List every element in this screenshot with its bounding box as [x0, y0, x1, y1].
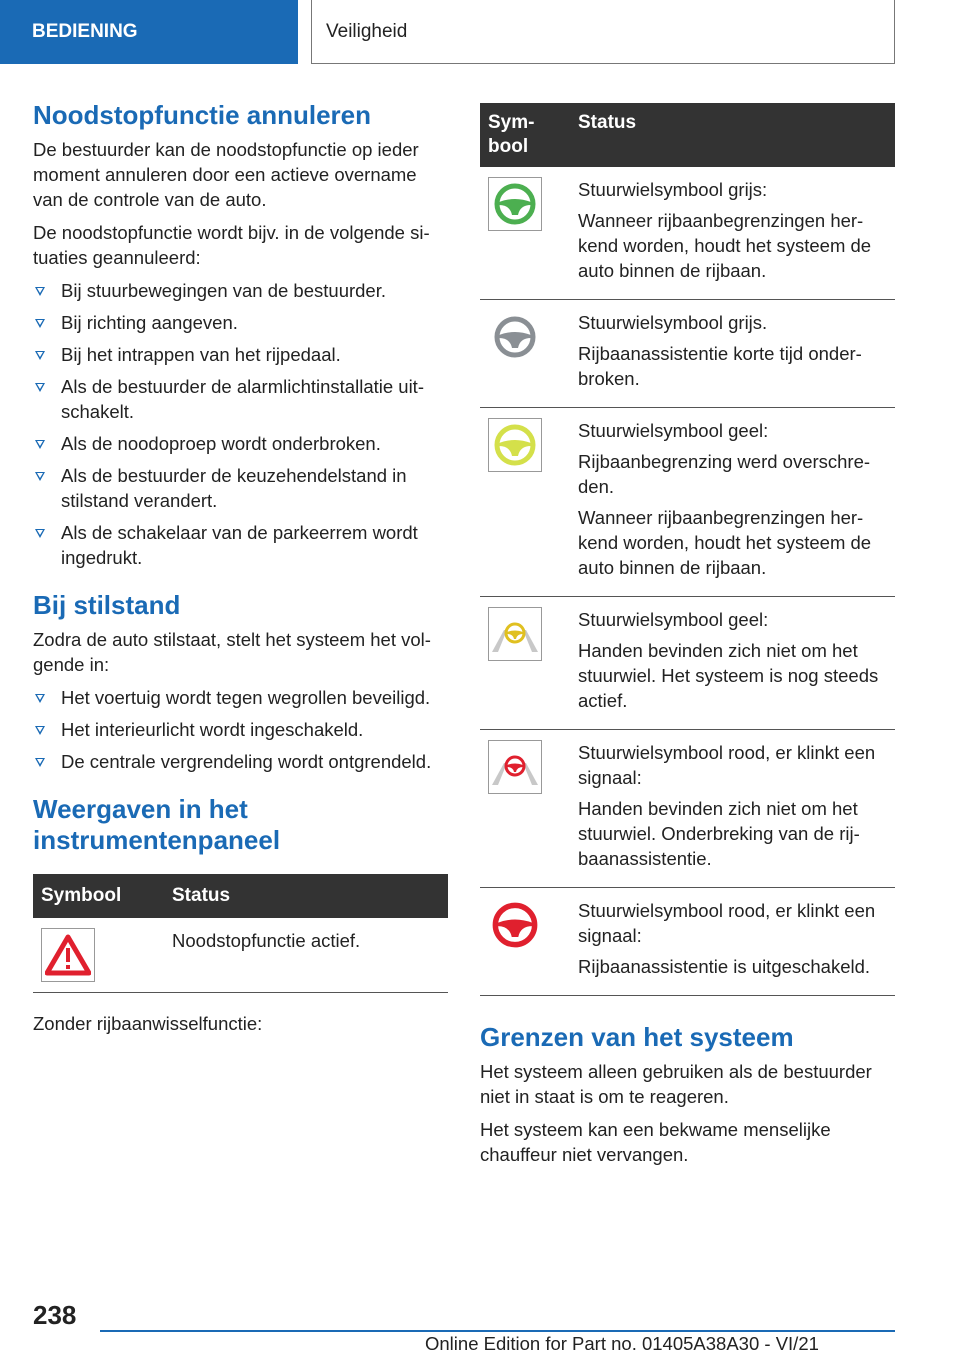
status-text: Rijbaanbegrenzing werd overschre- den. [578, 451, 871, 497]
steering-wheel-grey-icon [488, 310, 542, 364]
symbol-table-noodstop [33, 874, 448, 993]
status-text: Noodstopfunctie actief. [172, 930, 361, 951]
bullet-triangle-icon [35, 529, 45, 538]
list-item: Het voertuig wordt tegen wegrollen beveiligd. [33, 685, 448, 710]
table-row [480, 597, 895, 730]
list-item: Als de bestuurder de keuzehendelstand in stilstand verandert. [33, 463, 448, 513]
right-column [480, 103, 895, 1175]
status-text: Stuurwielsymbool rood, er klinkt een signaal: [578, 900, 876, 946]
table-row [480, 730, 895, 888]
list-item: Het interieurlicht wordt ingeschakeld. [33, 717, 448, 742]
warning-triangle-icon [41, 928, 95, 982]
paragraph: Zodra de auto stilstaat, stelt het systeem het vol- gende in: [33, 629, 431, 675]
bullet-triangle-icon [35, 726, 45, 735]
status-text: Handen bevinden zich niet om het stuurwiel. Onderbreking van de rij- baanassistentie. [578, 798, 860, 869]
paragraph: Zonder rijbaanwisselfunctie: [33, 1013, 263, 1034]
status-text: Wanneer rijbaanbegrenzingen her- kend worden, houdt het systeem de auto binnen de rijbaan. [578, 210, 872, 281]
list-item: De centrale vergrendeling wordt ontgrendeld. [33, 749, 448, 774]
column-header-status: Status [164, 874, 448, 918]
bullet-triangle-icon [35, 758, 45, 767]
heading-stilstand: Bij stilstand [33, 590, 181, 620]
table-row [480, 167, 895, 300]
edition-text: Online Edition for Part no. 01405A38A30 - VI/21 [425, 1333, 819, 1354]
status-text: Stuurwielsymbool grijs: [578, 179, 768, 200]
heading-weergaven: Weergaven in het instrumentenpaneel [33, 794, 281, 855]
heading-noodstop: Noodstopfunctie annuleren [33, 100, 371, 130]
bullet-list-annuleren [33, 278, 448, 570]
list-item: Bij stuurbewegingen van de bestuurder. [33, 278, 448, 303]
paragraph: Het systeem kan een bekwame menselijke chauffeur niet vervangen. [480, 1119, 831, 1165]
column-header-status: Status [570, 103, 895, 167]
status-text: Stuurwielsymbool rood, er klinkt een signaal: [578, 742, 876, 788]
heading-grenzen: Grenzen van het systeem [480, 1022, 794, 1052]
bullet-triangle-icon [35, 351, 45, 360]
steering-wheel-red-icon [488, 898, 542, 952]
symbol-table-lane [480, 103, 895, 996]
list-item: Als de bestuurder de alarmlichtinstallatie uit- schakelt. [33, 374, 448, 424]
steering-wheel-yellow-lanes-icon [488, 607, 542, 661]
section-label: BEDIENING [32, 21, 138, 42]
chapter-header [311, 0, 895, 64]
column-header-symbol: Sym- bool [480, 103, 570, 167]
status-text: Stuurwielsymbool geel: [578, 420, 769, 441]
paragraph: De noodstopfunctie wordt bijv. in de volgende si- tuaties geannuleerd: [33, 222, 430, 268]
bullet-triangle-icon [35, 383, 45, 392]
column-header-symbol: Symbool [33, 874, 164, 918]
list-item: Bij richting aangeven. [33, 310, 448, 335]
bullet-triangle-icon [35, 287, 45, 296]
bullet-triangle-icon [35, 319, 45, 328]
bullet-triangle-icon [35, 694, 45, 703]
paragraph: Het systeem alleen gebruiken als de bestuurder niet in staat is om te reageren. [480, 1061, 872, 1107]
status-text: Rijbaanassistentie korte tijd onder- broken. [578, 343, 862, 389]
steering-wheel-green-icon [488, 177, 542, 231]
chapter-label: Veiligheid [326, 20, 408, 42]
status-text: Wanneer rijbaanbegrenzingen her- kend worden, houdt het systeem de auto binnen de rijbaan. [578, 507, 872, 578]
page-number: 238 [33, 1300, 77, 1330]
list-item: Als de noodoproep wordt onderbroken. [33, 431, 448, 456]
steering-wheel-red-lanes-icon [488, 740, 542, 794]
status-text: Stuurwielsymbool grijs. [578, 312, 768, 333]
status-text: Rijbaanassistentie is uitgeschakeld. [578, 956, 871, 977]
bullet-list-stilstand [33, 685, 448, 774]
paragraph: De bestuurder kan de noodstopfunctie op ieder moment annuleren door een actieve overname van de controle van de auto. [33, 139, 419, 210]
left-column [33, 100, 448, 1044]
status-text: Handen bevinden zich niet om het stuurwiel. Het systeem is nog steeds actief. [578, 640, 879, 711]
bullet-triangle-icon [35, 440, 45, 449]
table-row [480, 300, 895, 408]
list-item: Bij het intrappen van het rijpedaal. [33, 342, 448, 367]
steering-wheel-yellow-icon [488, 418, 542, 472]
section-tab [0, 0, 298, 64]
table-row [480, 888, 895, 996]
status-text: Stuurwielsymbool geel: [578, 609, 769, 630]
footer-divider [100, 1330, 895, 1332]
table-row [33, 918, 448, 993]
list-item: Als de schakelaar van de parkeerrem wordt ingedrukt. [33, 520, 448, 570]
table-row [480, 408, 895, 597]
bullet-triangle-icon [35, 472, 45, 481]
